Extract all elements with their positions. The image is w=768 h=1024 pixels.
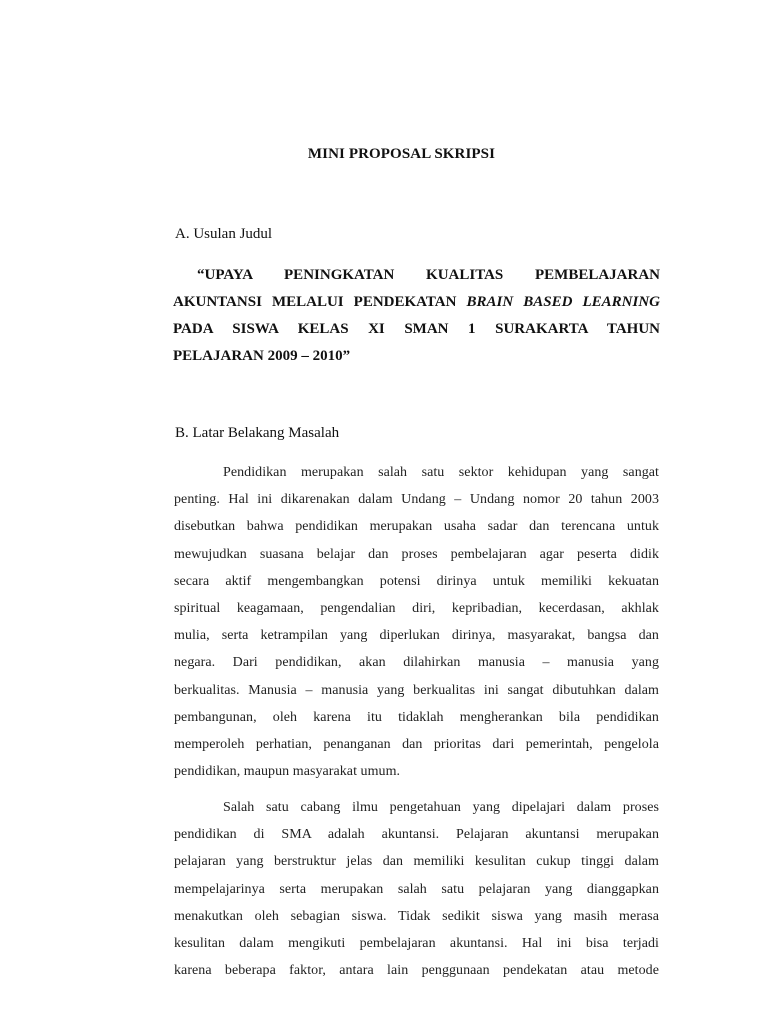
paragraph-1 xyxy=(174,459,659,785)
paragraph-line: Pendidikan merupakan salah satu sektor kehidupan yang sangat xyxy=(223,465,659,480)
paragraph-line: menakutkan oleh sebagian siswa. Tidak sedikit siswa yang masih merasa xyxy=(174,908,659,924)
paragraph-line: berkualitas. Manusia – manusia yang berkualitas ini sangat dibutuhkan dalam xyxy=(174,682,659,698)
paragraph-line: memperoleh perhatian, penanganan dan prioritas dari pemerintah, pengelola xyxy=(174,737,659,753)
paragraph-line: pendidikan, maupun masyarakat umum. xyxy=(174,764,401,780)
paragraph-line: negara. Dari pendidikan, akan dilahirkan manusia – manusia yang xyxy=(174,655,659,671)
paragraph-line: penting. Hal ini dikarenakan dalam Undang – Undang nomor 20 tahun 2003 xyxy=(174,492,659,508)
section-heading-latar-belakang: B. Latar Belakang Masalah xyxy=(175,425,340,441)
section-heading-usulan-judul: A. Usulan Judul xyxy=(175,226,273,242)
proposal-title-line: PADA SISWA KELAS XI SMAN 1 SURAKARTA TAHUN xyxy=(173,321,660,337)
paragraph-line: kesulitan dalam mengikuti pembelajaran akuntansi. Hal ini bisa terjadi xyxy=(174,936,659,952)
proposal-title-line: “UPAYA PENINGKATAN KUALITAS PEMBELAJARAN xyxy=(197,267,660,283)
paragraph-line: pembangunan, oleh karena itu tidaklah mengherankan bila pendidikan xyxy=(174,709,659,725)
paragraph-line: pendidikan di SMA adalah akuntansi. Pelajaran akuntansi merupakan xyxy=(174,827,659,843)
paragraph-line: karena beberapa faktor, antara lain penggunaan pendekatan atau metode xyxy=(174,963,659,979)
document-title: MINI PROPOSAL SKRIPSI xyxy=(307,146,496,162)
paragraph-line: pelajaran yang berstruktur jelas dan memiliki kesulitan cukup tinggi dalam xyxy=(174,854,659,870)
paragraph-line: mewujudkan suasana belajar dan proses pembelajaran agar peserta didik xyxy=(174,546,659,562)
proposal-title xyxy=(173,262,660,370)
paragraph-line: mempelajarinya serta merupakan salah satu pelajaran yang dianggapkan xyxy=(174,881,659,897)
proposal-title-line: PELAJARAN 2009 – 2010” xyxy=(173,348,351,364)
proposal-title-text: AKUNTANSI MELALUI PENDEKATAN xyxy=(173,294,457,310)
paragraph-line: mulia, serta ketrampilan yang diperlukan dirinya, masyarakat, bangsa dan xyxy=(174,628,659,644)
paragraph-line: secara aktif mengembangkan potensi dirinya untuk memiliki kekuatan xyxy=(174,573,659,589)
paragraph-line: Salah satu cabang ilmu pengetahuan yang dipelajari dalam proses xyxy=(223,800,659,815)
paragraph-2 xyxy=(174,794,659,984)
paragraph-line: spiritual keagamaan, pengendalian diri, kepribadian, kecerdasan, akhlak xyxy=(174,601,659,617)
proposal-title-line xyxy=(173,289,660,316)
proposal-title-italic: BRAIN BASED LEARNING xyxy=(466,294,661,310)
paragraph-line: disebutkan bahwa pendidikan merupakan usaha sadar dan terencana untuk xyxy=(174,519,659,535)
